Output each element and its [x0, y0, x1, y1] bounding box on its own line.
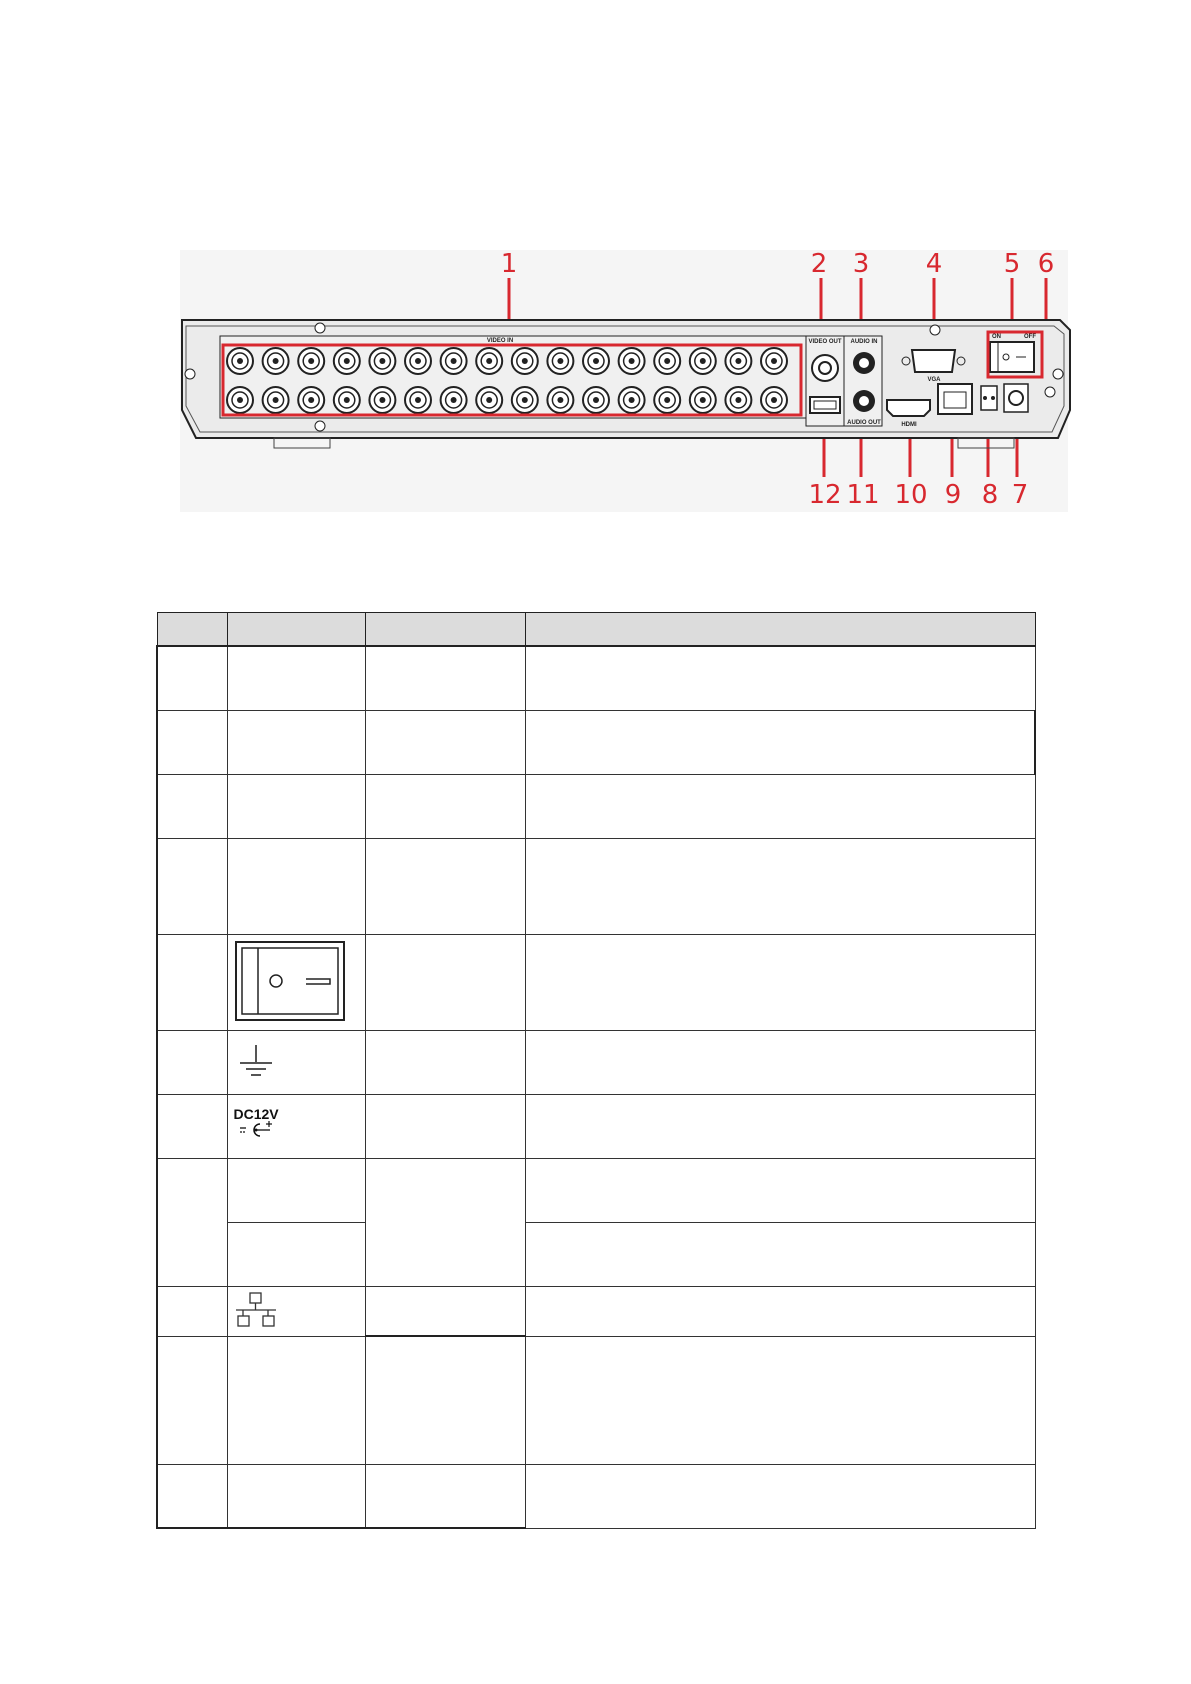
- bnc-connector: [334, 348, 360, 374]
- svg-text:2: 2: [810, 249, 828, 279]
- callout-numbers-bottom: [808, 480, 1028, 510]
- svg-text:VIDEO IN: VIDEO IN: [486, 338, 514, 344]
- bnc-connector: [263, 348, 289, 374]
- bnc-connector: [619, 348, 645, 374]
- svg-text:5: 5: [1003, 249, 1021, 279]
- bnc-connector: [369, 387, 395, 413]
- table-row: [157, 1464, 1035, 1528]
- dc12v-power-icon-label: DC12V: [233, 1105, 279, 1122]
- dc12v-power-icon: [234, 1121, 278, 1139]
- bnc-connector: [334, 387, 360, 413]
- network-icon: [234, 1292, 278, 1328]
- bnc-connector: [405, 348, 431, 374]
- bnc-connector: [583, 348, 609, 374]
- rear-panel-diagram: [0, 0, 1191, 560]
- table-row: [157, 1094, 1035, 1158]
- port-description-table: [156, 612, 1036, 1529]
- table-row: [157, 710, 1035, 774]
- table-row: [157, 646, 1035, 710]
- table-row: [157, 1030, 1035, 1094]
- bnc-connector: [547, 348, 573, 374]
- bnc-connector: [725, 348, 751, 374]
- table-row: [157, 774, 1035, 838]
- svg-text:AUDIO OUT: AUDIO OUT: [847, 420, 881, 426]
- svg-text:6: 6: [1037, 249, 1055, 279]
- bnc-connector: [619, 387, 645, 413]
- video-in-group: [220, 336, 806, 418]
- svg-text:1: 1: [500, 249, 518, 279]
- bnc-connector: [761, 348, 787, 374]
- rs485-terminal: [981, 386, 997, 410]
- svg-text:7: 7: [1011, 480, 1029, 510]
- bnc-connector: [369, 348, 395, 374]
- rj45-port: [938, 384, 972, 414]
- header-cell-icon: [227, 613, 365, 647]
- table-row: [157, 1286, 1035, 1336]
- header-cell-sn: [157, 613, 227, 647]
- bnc-connector: [654, 387, 680, 413]
- bnc-connector: [654, 348, 680, 374]
- table-row: [157, 934, 1035, 1030]
- bnc-connector: [476, 387, 502, 413]
- bnc-connector: [761, 387, 787, 413]
- ground-icon: [234, 1043, 278, 1079]
- svg-text:8: 8: [981, 480, 999, 510]
- video-out-audio-block: [806, 336, 882, 426]
- bnc-connector: [690, 387, 716, 413]
- header-cell-function: [525, 613, 1035, 647]
- bnc-connector: [547, 387, 573, 413]
- bnc-connector: [512, 387, 538, 413]
- bnc-connector: [227, 348, 253, 374]
- svg-text:12: 12: [808, 480, 842, 510]
- table-row: [157, 1158, 1035, 1222]
- bnc-connector: [263, 387, 289, 413]
- bnc-connector: [298, 387, 324, 413]
- svg-text:VGA: VGA: [927, 377, 941, 383]
- bnc-connector: [405, 387, 431, 413]
- bnc-connector: [227, 387, 253, 413]
- table-row: [157, 838, 1035, 934]
- svg-text:AUDIO IN: AUDIO IN: [850, 339, 878, 345]
- svg-text:OFF: OFF: [1024, 334, 1036, 340]
- bnc-connector: [512, 348, 538, 374]
- svg-text:3: 3: [852, 249, 870, 279]
- bnc-connector: [441, 387, 467, 413]
- table-header-row: [157, 613, 1035, 647]
- bnc-connector: [583, 387, 609, 413]
- table-row: [157, 1222, 1035, 1286]
- bnc-connector: [441, 348, 467, 374]
- dc-power-jack: [1004, 384, 1028, 412]
- svg-text:11: 11: [846, 480, 880, 510]
- header-cell-name: [365, 613, 525, 647]
- bnc-connector: [690, 348, 716, 374]
- table-row: [157, 1336, 1035, 1464]
- bnc-connector: [725, 387, 751, 413]
- svg-text:4: 4: [925, 249, 943, 279]
- bnc-connector: [298, 348, 324, 374]
- svg-text:VIDEO OUT: VIDEO OUT: [808, 339, 842, 345]
- svg-text:9: 9: [944, 480, 962, 510]
- power-switch-icon: [234, 940, 346, 1022]
- bnc-connector: [476, 348, 502, 374]
- svg-text:10: 10: [894, 480, 928, 510]
- svg-text:HDMI: HDMI: [901, 422, 917, 428]
- svg-text:ON: ON: [992, 334, 1001, 340]
